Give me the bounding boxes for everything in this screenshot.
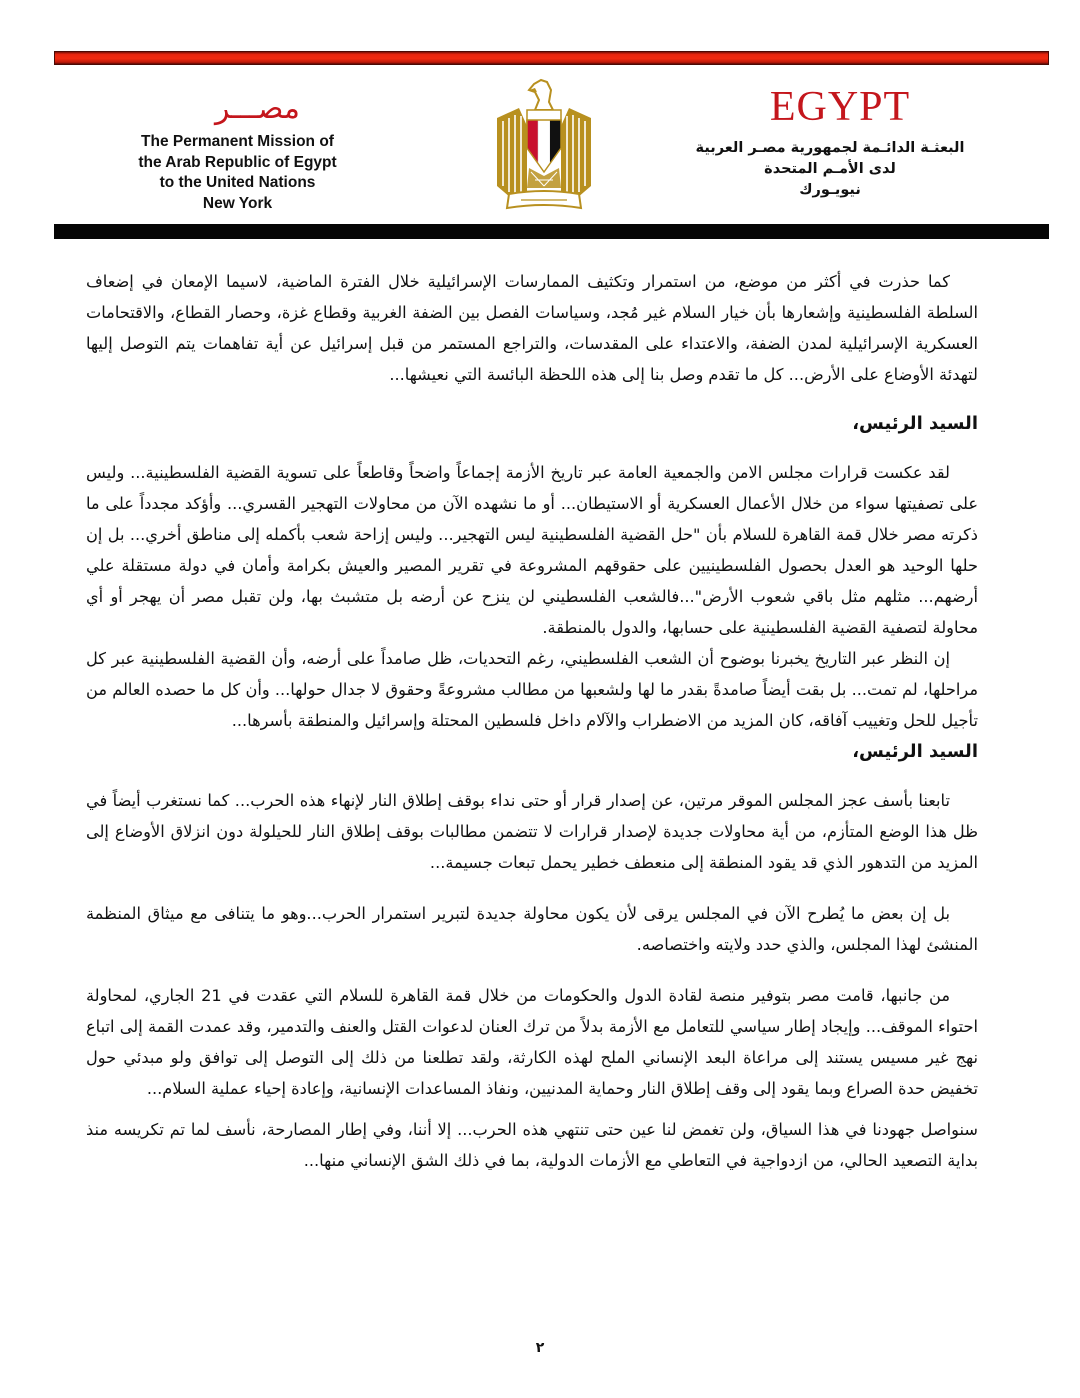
letterhead-right-block xyxy=(680,84,980,201)
mission-name-arabic xyxy=(680,138,980,201)
misr-arabic-title: مصـــر xyxy=(214,91,300,126)
paragraph-7: سنواصل جهودنا في هذا السياق، ولن تغمض لنا عين حتى تنتهي هذه الحرب... إلا أننا، وفي إطار المصارحة، نأسف لما تم تكريسه منذ بداية التصعيد الحالي، من ازدواجية في التعاطي مع الأزمات الدولية، بما في ذلك الشق الإنساني منها... xyxy=(86,1120,978,1170)
mission-line-1: The Permanent Mission of xyxy=(141,133,334,150)
mission-ar-line-1: البعثـة الدائـمة لجمهورية مصـر العربية xyxy=(695,140,965,156)
paragraph-3: إن النظر عبر التاريخ يخبرنا بوضوح أن الشعب الفلسطيني، رغم التحديات، ظل صامداً على أرضه، وأن القضية الفلسطينية عبر كل مراحلها، لم تمت... بل بقت أيضاً صامدةً بقدر ما لها ولشعبها من مطالب مشروعةً وحقوق لا جدال حولها... وأن كل ما حصده العالم من تأجيل للحل وتغييب آفاقه، كان المزيد من الاضطراب والآلام داخل فلسطين المحتلة وإسرائيل والمنطقة بأسرها... xyxy=(86,649,978,730)
egypt-english-title: EGYPT xyxy=(769,84,911,130)
letterhead-left-block xyxy=(110,90,365,214)
emblem-shield xyxy=(527,120,561,172)
mission-ar-line-2: لدى الأمـم المتحدة xyxy=(764,161,896,177)
paragraph-6: من جانبها، قامت مصر بتوفير منصة لقادة الدول والحكومات من خلال قمة القاهرة للسلام التي عقدت في 21 الجاري، لمحاولة احتواء الموقف... وإيجاد إطار سياسي للتعامل مع الأزمة بدلاً من ترك العنان لدعوات القتل والعنف والتدمير، وقد عمدت القمة إلى اتباع نهج غير مسيس يستند إلى مراعاة البعد الإنساني الملح لهذه الكارثة، ولقد تطلعنا من ذلك إلى التوصل إلى توافق ولو مبدئي حول تخفيض حدة الصراع وبما يقود إلى وقف إطلاق النار وحماية المدنيين، ونفاذ المساعدات الإنسانية، وإعادة إحياء عملية السلام... xyxy=(86,986,978,1098)
mission-line-3: to the United Nations xyxy=(159,174,316,191)
page-number: ٢ xyxy=(535,1340,545,1356)
section-heading-1: السيد الرئيس، xyxy=(852,413,978,434)
mission-line-4: New York xyxy=(202,194,273,212)
letterhead-bottom-bar xyxy=(54,224,1049,239)
eagle-of-saladin-emblem-icon xyxy=(489,76,599,216)
document-body xyxy=(86,266,978,1176)
mission-name-english xyxy=(110,132,365,214)
letterhead-top-bar xyxy=(54,51,1049,65)
paragraph-2: لقد عكست قرارات مجلس الامن والجمعية العامة عبر تاريخ الأزمة إجماعاً واضحاً وقاطعاً على تسوية القضية الفلسطينية... وليس على تصفيتها سواء من خلال الأعمال العسكرية أو الاستيطان... أو ما نشهده الآن من محاولات التهجير القسري... وأؤكد مجدداً على ما ذكرته مصر خلال قمة القاهرة للسلام بأن "حل القضية الفلسطينية ليس التهجير... وليس إزاحة شعب بأكمله إلى مناطق أخري... بل إن حلها الوحيد هو العدل بحصول الفلسطينيين على حقوقهم المشروعة في تقرير المصير والعيش بكرامة وأمان في دولة مستقلة علي أرضهم... مثلهم مثل باقي شعوب الأرض"...فالشعب الفلسطيني لن ينزح عن أرضه بل متشبث بها، ولن تقبل مصر أن يهجر أو أي محاولة لتصفية القضية الفلسطينية على حسابها، والدول بالمنطقة. xyxy=(86,463,978,637)
paragraph-5: بل إن بعض ما يُطرح الآن في المجلس يرقى لأن يكون محاولة جديدة لتبرير استمرار الحرب...وهو ما يتنافى مع ميثاق المنظمة المنشئ لهذا المجلس، والذي حدد ولايته واختصاصه. xyxy=(86,904,978,954)
mission-ar-line-3: نيويـورك xyxy=(799,182,861,198)
paragraph-1: كما حذرت في أكثر من موضع، من استمرار وتكثيف الممارسات الإسرائيلية خلال الفترة الماضية، لاسيما الإمعان في إضعاف السلطة الفلسطينية وإشعارها بأن خيار السلام غير مُجد، وسياسات الفصل بين الضفة الغربية وقطاع غزة، وحصار القطاع، والاقتحامات العسكرية الإسرائيلية لمدن الضفة، والاعتداء على المقدسات، والتراجع المستمر من قبل إسرائيل عن أية تفاهمات يتم التوصل إليها لتهدئة الأوضاع على الأرض... كل ما تقدم وصل بنا إلى هذه اللحظة البائسة التي نعيشها... xyxy=(86,272,978,384)
paragraph-4: تابعنا بأسف عجز المجلس الموقر مرتين، عن إصدار قرار أو حتى نداء بوقف إطلاق النار لإنهاء هذه الحرب... كما نستغرب أيضاً في ظل هذا الوضع المتأزم، من أية محاولات جديدة لإصدار قرارات لا تتضمن مطالبات بوقف إطلاق النار للحيلولة دون انزلاق الأوضاع إلى المزيد من التدهور الذي قد يقود المنطقة إلى منعطف خطير يحمل تبعات جسيمة... xyxy=(86,791,978,872)
mission-line-2: the Arab Republic of Egypt xyxy=(138,153,337,171)
section-heading-2: السيد الرئيس، xyxy=(852,741,978,762)
